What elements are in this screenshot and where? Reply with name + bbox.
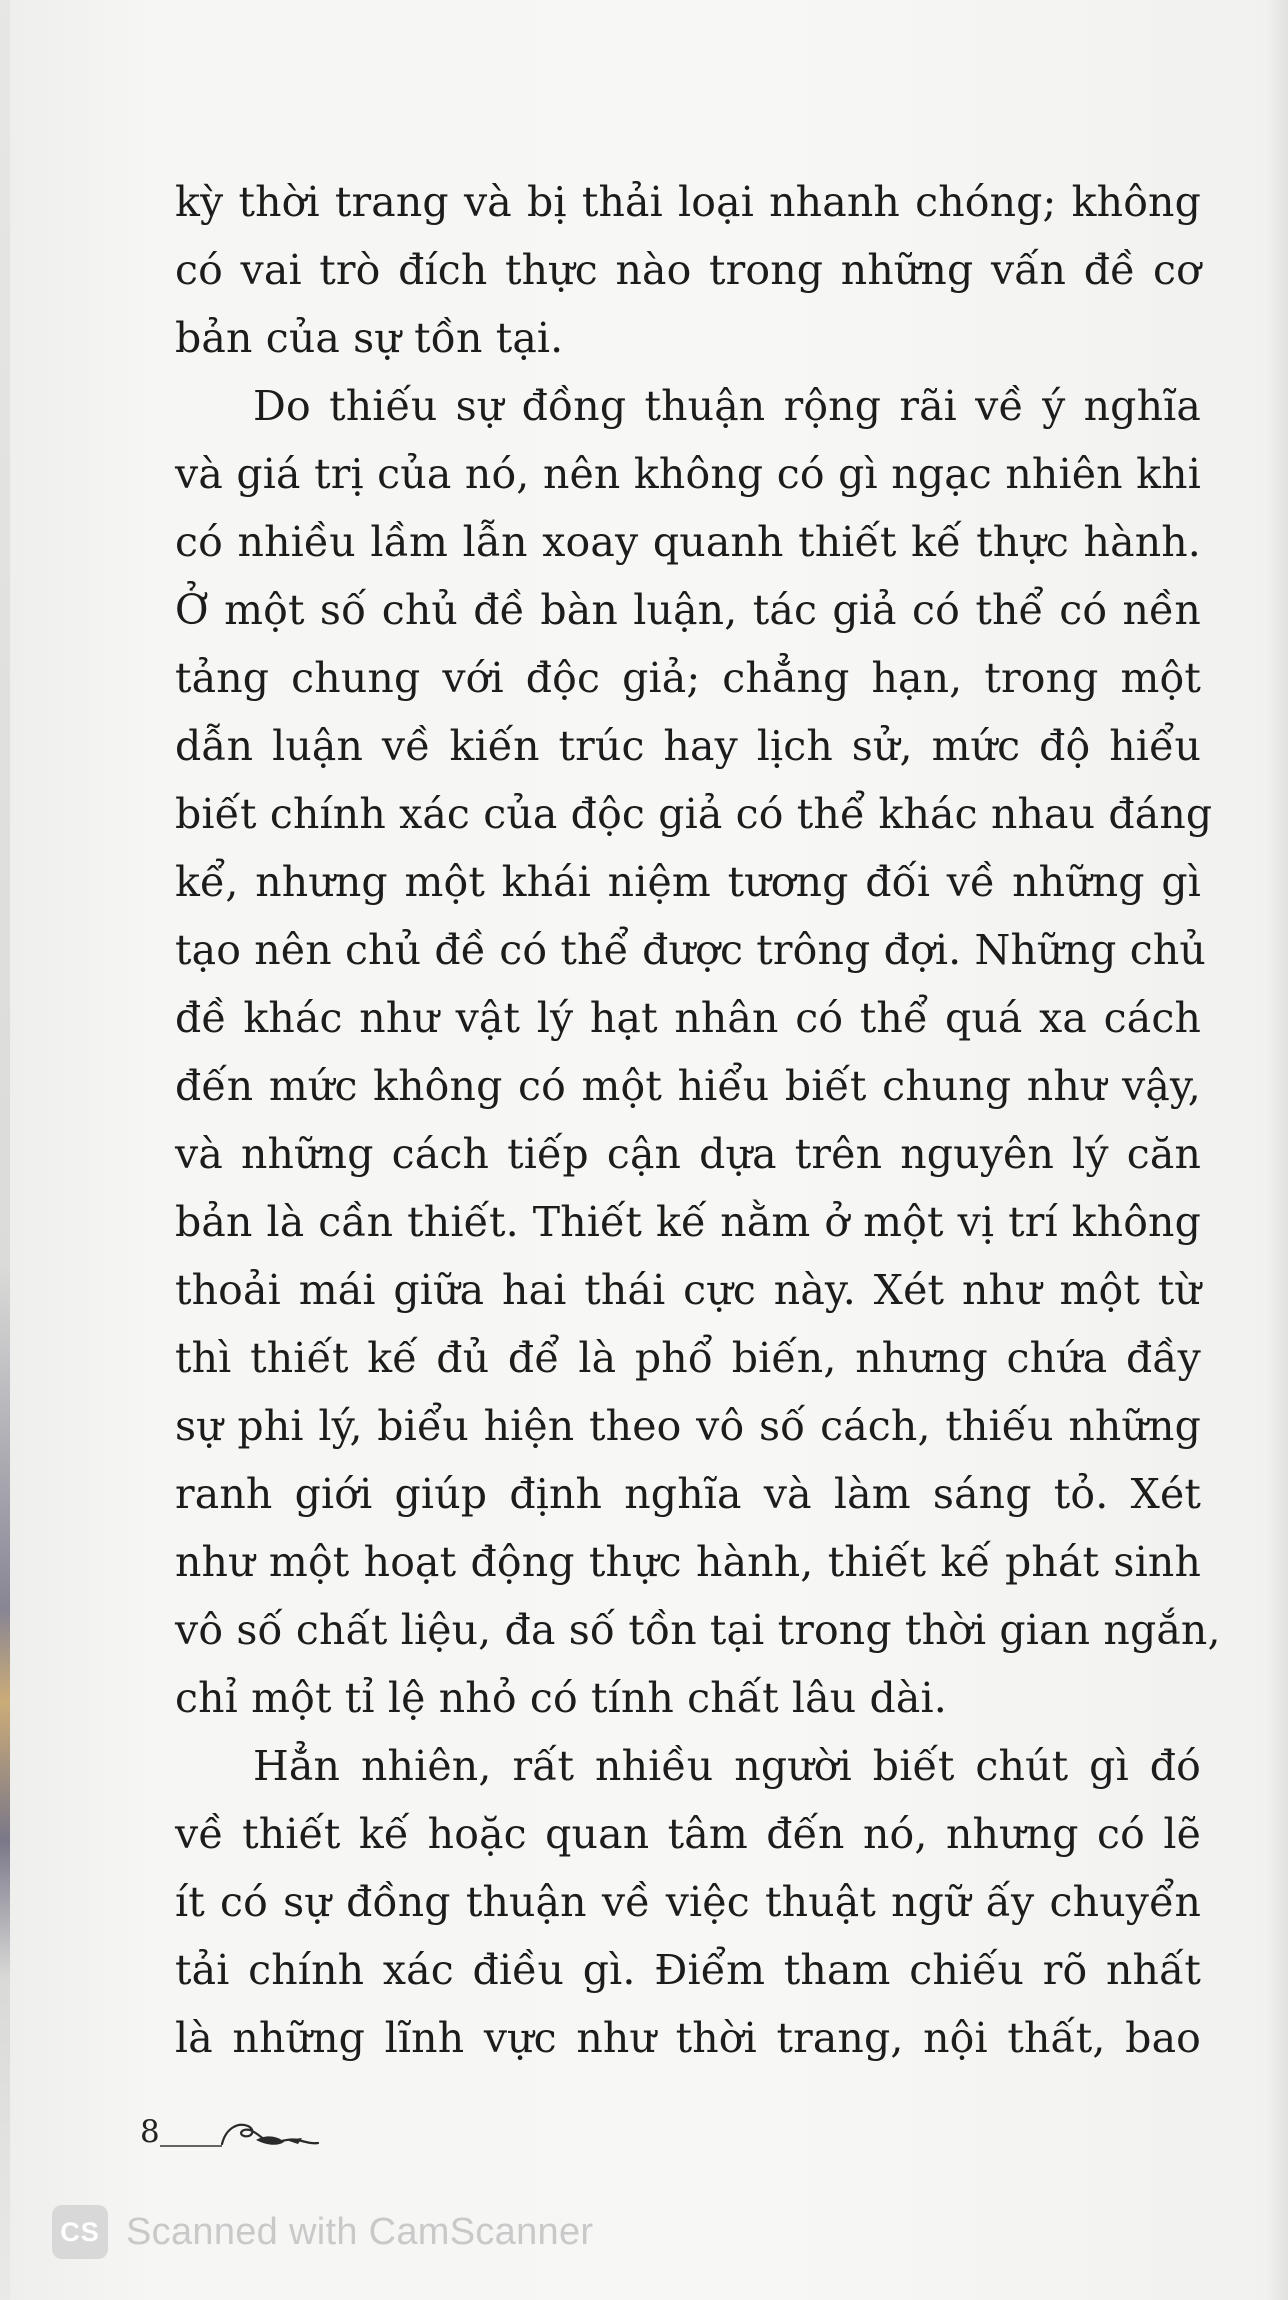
text-line: như một hoạt động thực hành, thiết kế phát sinh [175,1538,1201,1586]
text-line: đến mức không có một hiểu biết chung như vậy, [175,1062,1201,1110]
text-line: sự phi lý, biểu hiện theo vô số cách, thiếu những [175,1402,1201,1450]
paragraph [175,168,1201,372]
page-number: 8 [140,2114,160,2150]
text-line: là những lĩnh vực như thời trang, nội thất, bao [175,2014,1201,2062]
paragraph [175,1732,1201,2072]
text-line: tảng chung với độc giả; chẳng hạn, trong một [175,654,1201,702]
text-line: thoải mái giữa hai thái cực này. Xét như một từ [175,1266,1201,1314]
text-line: vô số chất liệu, đa số tồn tại trong thời gian ngắn, [175,1606,1221,1654]
text-line: đề khác như vật lý hạt nhân có thể quá xa cách [175,994,1201,1042]
text-line: ít có sự đồng thuận về việc thuật ngữ ấy chuyển [175,1878,1201,1926]
text-line: và giá trị của nó, nên không có gì ngạc nhiên khi [175,450,1201,498]
text-line: Hẳn nhiên, rất nhiều người biết chút gì đó [253,1742,1201,1790]
text-line: tải chính xác điều gì. Điểm tham chiếu rõ nhất [175,1946,1201,1994]
paragraph [175,372,1221,1732]
text-line: chỉ một tỉ lệ nhỏ có tính chất lâu dài. [175,1674,947,1722]
text-line: tạo nên chủ đề có thể được trông đợi. Những chủ [175,926,1206,974]
camscanner-logo: CS [52,2205,108,2259]
watermark-text: Scanned with CamScanner [126,2210,594,2253]
camscanner-watermark [52,2202,593,2262]
text-line: biết chính xác của độc giả có thể khác nhau đáng [175,790,1213,838]
text-line: kỳ thời trang và bị thải loại nhanh chóng; không [175,178,1201,226]
text-line: Ở một số chủ đề bàn luận, tác giả có thể có nền [175,586,1201,634]
text-line: về thiết kế hoặc quan tâm đến nó, nhưng có lẽ [175,1810,1201,1858]
decorative-swash-icon [152,2118,322,2152]
text-line: thì thiết kế đủ để là phổ biến, nhưng chứa đầy [175,1334,1201,1382]
text-line: bản là cần thiết. Thiết kế nằm ở một vị trí không [175,1198,1201,1246]
text-line: Do thiếu sự đồng thuận rộng rãi về ý nghĩa [253,382,1201,430]
text-line: có vai trò đích thực nào trong những vấn đề cơ [175,246,1201,294]
text-line: bản của sự tồn tại. [175,314,564,362]
page-right-edge [1266,0,1288,2300]
text-line: có nhiều lầm lẫn xoay quanh thiết kế thực hành. [175,518,1201,566]
page-left-edge [0,0,10,2300]
text-line: và những cách tiếp cận dựa trên nguyên lý căn [175,1130,1201,1178]
text-line: ranh giới giúp định nghĩa và làm sáng tỏ. Xét [175,1470,1201,1518]
body-text [175,168,1221,2072]
text-line: kể, nhưng một khái niệm tương đối về những gì [175,858,1201,906]
text-line: dẫn luận về kiến trúc hay lịch sử, mức độ hiểu [175,722,1201,770]
page-footer [140,2112,320,2158]
